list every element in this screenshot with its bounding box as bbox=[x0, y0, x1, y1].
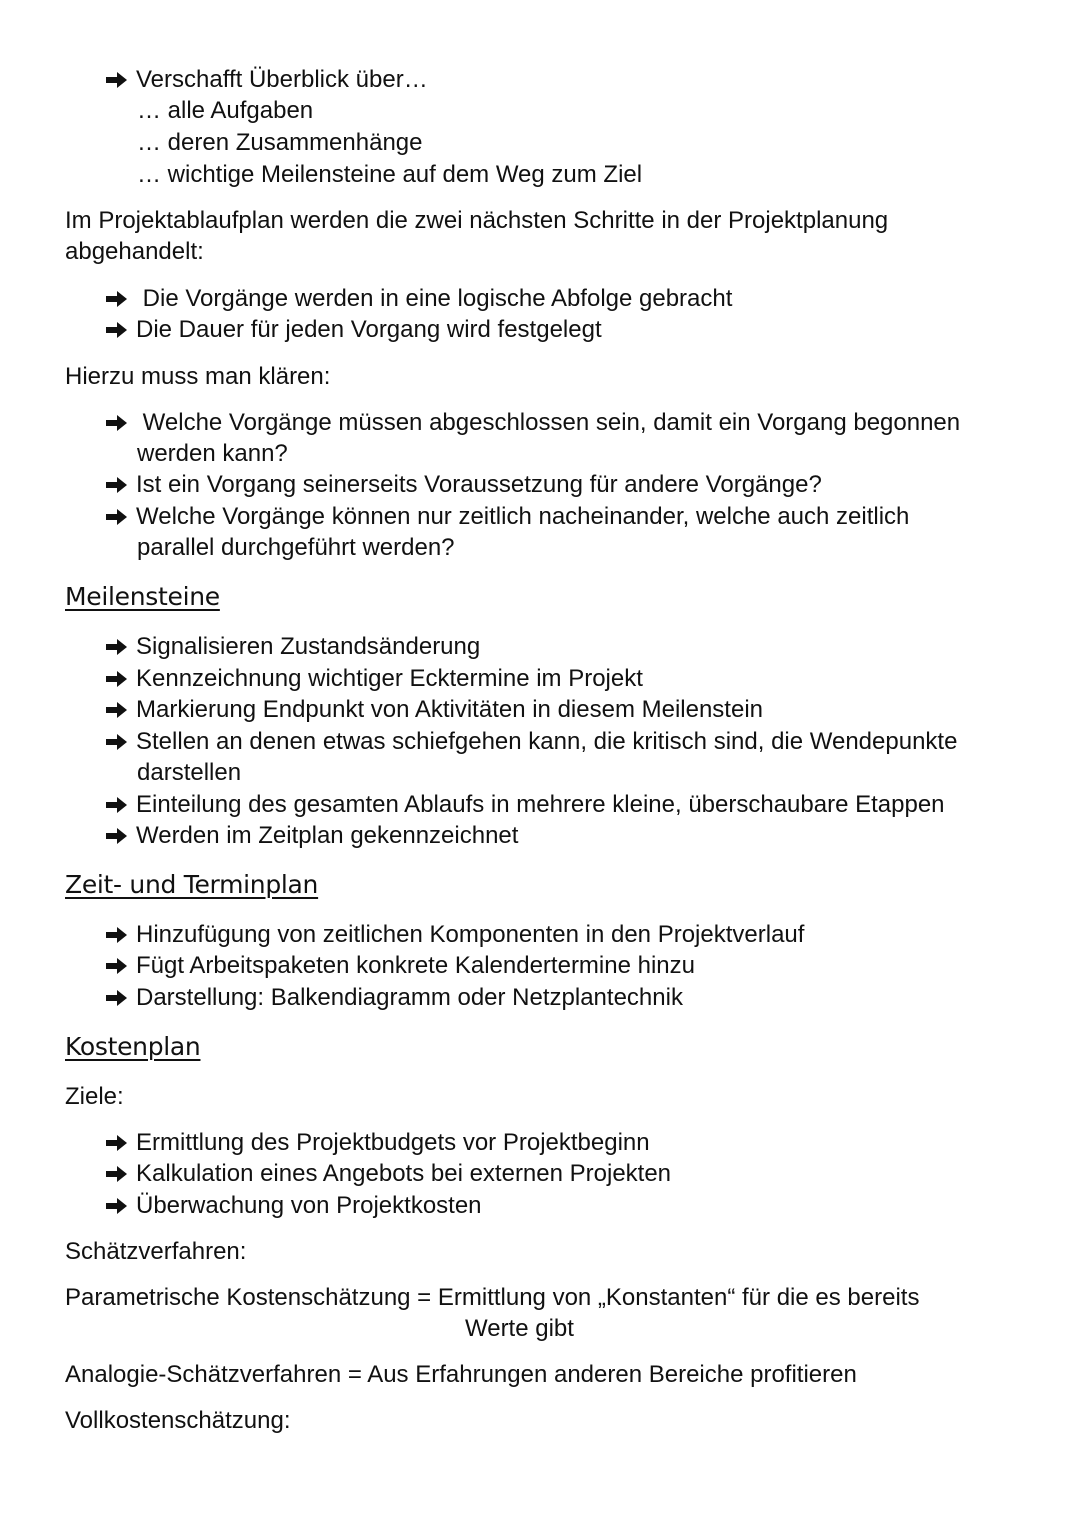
bullet-item: Einteilung des gesamten Ablaufs in mehrere kleine, überschaubare Etappen bbox=[106, 790, 945, 820]
bullet-item: Kalkulation eines Angebots bei externen Projekten bbox=[106, 1159, 671, 1189]
bullet-item: Ist ein Vorgang seinerseits Voraussetzung für andere Vorgänge? bbox=[106, 470, 822, 500]
arrow-right-icon bbox=[106, 1128, 136, 1158]
arrow-right-icon bbox=[106, 315, 136, 345]
arrow-right-icon bbox=[106, 1159, 136, 1189]
bullet-item: Die Dauer für jeden Vorgang wird festgelegt bbox=[106, 315, 602, 345]
arrow-right-icon bbox=[106, 983, 136, 1013]
bullet-item: Die Vorgänge werden in eine logische Abfolge gebracht bbox=[106, 284, 732, 314]
arrow-right-icon bbox=[106, 632, 136, 662]
arrow-right-icon bbox=[106, 408, 136, 438]
sub-item: … alle Aufgaben bbox=[137, 97, 314, 124]
section-heading-kostenplan: Kostenplan bbox=[65, 1032, 201, 1061]
label-schaetzverfahren: Schätzverfahren: bbox=[65, 1238, 247, 1265]
arrow-right-icon bbox=[106, 920, 136, 950]
paragraph-parametrisch: Parametrische Kostenschätzung = Ermittlung von „Konstanten“ für die es bereits bbox=[65, 1284, 920, 1311]
paragraph-analogie: Analogie-Schätzverfahren = Aus Erfahrungen anderen Bereiche profitieren bbox=[65, 1361, 857, 1388]
arrow-right-icon bbox=[106, 664, 136, 694]
arrow-right-icon bbox=[106, 470, 136, 500]
arrow-right-icon bbox=[106, 502, 136, 532]
paragraph-vollkosten: Vollkostenschätzung: bbox=[65, 1407, 291, 1434]
bullet-item: Verschafft Überblick über… bbox=[106, 65, 428, 95]
arrow-right-icon bbox=[106, 284, 136, 314]
sub-item: … wichtige Meilensteine auf dem Weg zum Ziel bbox=[137, 161, 643, 188]
bullet-item: Werden im Zeitplan gekennzeichnet bbox=[106, 821, 518, 851]
bullet-item: Darstellung: Balkendiagramm oder Netzplantechnik bbox=[106, 983, 683, 1013]
bullet-continuation: parallel durchgeführt werden? bbox=[137, 534, 455, 561]
arrow-right-icon bbox=[106, 1191, 136, 1221]
paragraph: Im Projektablaufplan werden die zwei nächsten Schritte in der Projektplanung bbox=[65, 207, 889, 234]
paragraph: Hierzu muss man klären: bbox=[65, 363, 331, 390]
bullet-continuation: darstellen bbox=[137, 759, 242, 786]
bullet-continuation: werden kann? bbox=[137, 440, 288, 467]
bullet-item: Markierung Endpunkt von Aktivitäten in diesem Meilenstein bbox=[106, 695, 763, 725]
paragraph-parametrisch-cont: Werte gibt bbox=[465, 1315, 574, 1342]
arrow-right-icon bbox=[106, 727, 136, 757]
bullet-item: Ermittlung des Projektbudgets vor Projektbeginn bbox=[106, 1128, 650, 1158]
bullet-item: Überwachung von Projektkosten bbox=[106, 1191, 482, 1221]
arrow-right-icon bbox=[106, 65, 136, 95]
bullet-item: Stellen an denen etwas schiefgehen kann, die kritisch sind, die Wendepunkte bbox=[106, 727, 957, 757]
section-heading-zeitplan: Zeit- und Terminplan bbox=[65, 870, 319, 899]
bullet-item: Hinzufügung von zeitlichen Komponenten in den Projektverlauf bbox=[106, 920, 804, 950]
arrow-right-icon bbox=[106, 951, 136, 981]
arrow-right-icon bbox=[106, 790, 136, 820]
sub-item: … deren Zusammenhänge bbox=[137, 129, 423, 156]
paragraph: abgehandelt: bbox=[65, 238, 204, 265]
bullet-item: Fügt Arbeitspaketen konkrete Kalendertermine hinzu bbox=[106, 951, 695, 981]
bullet-item: Welche Vorgänge müssen abgeschlossen sein, damit ein Vorgang begonnen bbox=[106, 408, 960, 438]
arrow-right-icon bbox=[106, 821, 136, 851]
arrow-right-icon bbox=[106, 695, 136, 725]
bullet-item: Welche Vorgänge können nur zeitlich nacheinander, welche auch zeitlich bbox=[106, 502, 909, 532]
section-heading-meilensteine: Meilensteine bbox=[65, 582, 220, 611]
bullet-item: Signalisieren Zustandsänderung bbox=[106, 632, 480, 662]
label-ziele: Ziele: bbox=[65, 1083, 124, 1110]
bullet-item: Kennzeichnung wichtiger Ecktermine im Projekt bbox=[106, 664, 643, 694]
